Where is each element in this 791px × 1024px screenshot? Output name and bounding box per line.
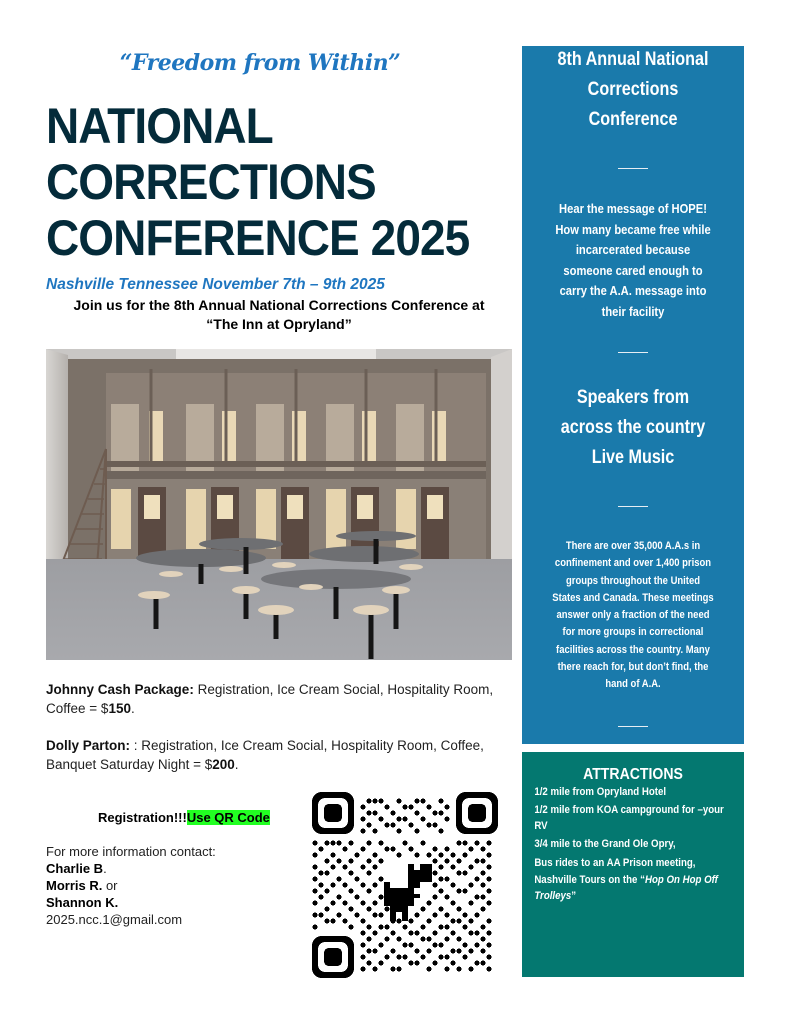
qr-highlight: Use QR Code — [186, 810, 270, 825]
package-details: Registration, Ice Cream Social, Hospitality Room, Coffee = $ — [46, 682, 494, 716]
package-dolly-parton: Dolly Parton: : Registration, Ice Cream Social, Hospitality Room, Coffee, Banquet Saturday Night = $200. — [46, 738, 484, 772]
event-location-dates: Nashville Tennessee November 7th – 9th 2025 — [46, 276, 385, 293]
attractions-heading: ATTRACTIONS — [583, 766, 683, 783]
package-name: Dolly Parton: — [46, 738, 131, 753]
hope-message: Hear the message of HOPE! How many became free while incarcerated because someone cared enough to carry the A.A. message into their facility — [555, 201, 711, 319]
attraction-item: 1/2 mile from Opryland Hotel — [534, 786, 667, 798]
contact-person: Charlie B. — [46, 861, 107, 876]
conference-info-panel — [522, 46, 744, 744]
registration-callout — [98, 810, 270, 825]
title-line-1: NATIONAL — [46, 98, 273, 154]
package-price: 200 — [212, 757, 235, 772]
stats-paragraph: There are over 35,000 A.A.s in confinement and over 1,400 prison groups throughout the United States and Canada. These meetings answer only a fraction of the need for more groups in correctional facilities across the country. Many there reach for, but don’t find, the hand of A.A. — [552, 540, 714, 691]
attraction-item: 3/4 mile to the Grand Ole Opry, — [534, 837, 676, 850]
page-title — [46, 98, 469, 266]
intro-line-1: Join us for the 8th Annual National Corrections Conference at — [73, 297, 485, 313]
title-line-3: CONFERENCE 2025 — [46, 210, 470, 266]
packages — [46, 680, 512, 792]
tagline: “Freedom from Within” — [119, 50, 401, 76]
package-price: 150 — [108, 701, 131, 716]
package-johnny-cash: Johnny Cash Package: Registration, Ice Cream Social, Hospitality Room, Coffee = $150. — [46, 682, 494, 716]
divider — [618, 726, 648, 727]
contact-intro: For more information contact: — [46, 844, 216, 859]
panel-heading: 8th Annual National Corrections Conference — [557, 49, 709, 130]
package-name: Johnny Cash Package — [46, 682, 190, 697]
trolley-name: Hop On Hop Off Trolleys — [534, 873, 718, 902]
contact-info — [46, 843, 216, 928]
contact-person: Morris R. or — [46, 878, 118, 893]
speakers-heading: Speakers from across the country Live Music — [560, 387, 706, 468]
contact-email[interactable]: 2025.ncc.1@gmail.com — [46, 912, 183, 927]
attractions-panel — [522, 752, 744, 977]
attraction-item: 1/2 mile from KOA campground for –your RV — [534, 803, 724, 832]
attractions-list — [522, 784, 744, 905]
contact-person: Shannon K. — [46, 895, 119, 910]
attraction-item: Bus rides to an AA Prison meeting, Nashville Tours on the “Hop On Hop Off Trolleys” — [534, 857, 718, 902]
intro-venue: “The Inn at Opryland” — [206, 316, 352, 332]
registration-label: Registration!!! — [98, 810, 187, 825]
intro-text — [46, 296, 512, 334]
title-line-2: CORRECTIONS — [46, 154, 376, 210]
package-details: Registration, Ice Cream Social, Hospitality Room, Coffee, Banquet Saturday Night = $ — [46, 738, 484, 772]
registration-qr-code[interactable] — [312, 792, 498, 978]
facility-photo — [46, 349, 512, 660]
